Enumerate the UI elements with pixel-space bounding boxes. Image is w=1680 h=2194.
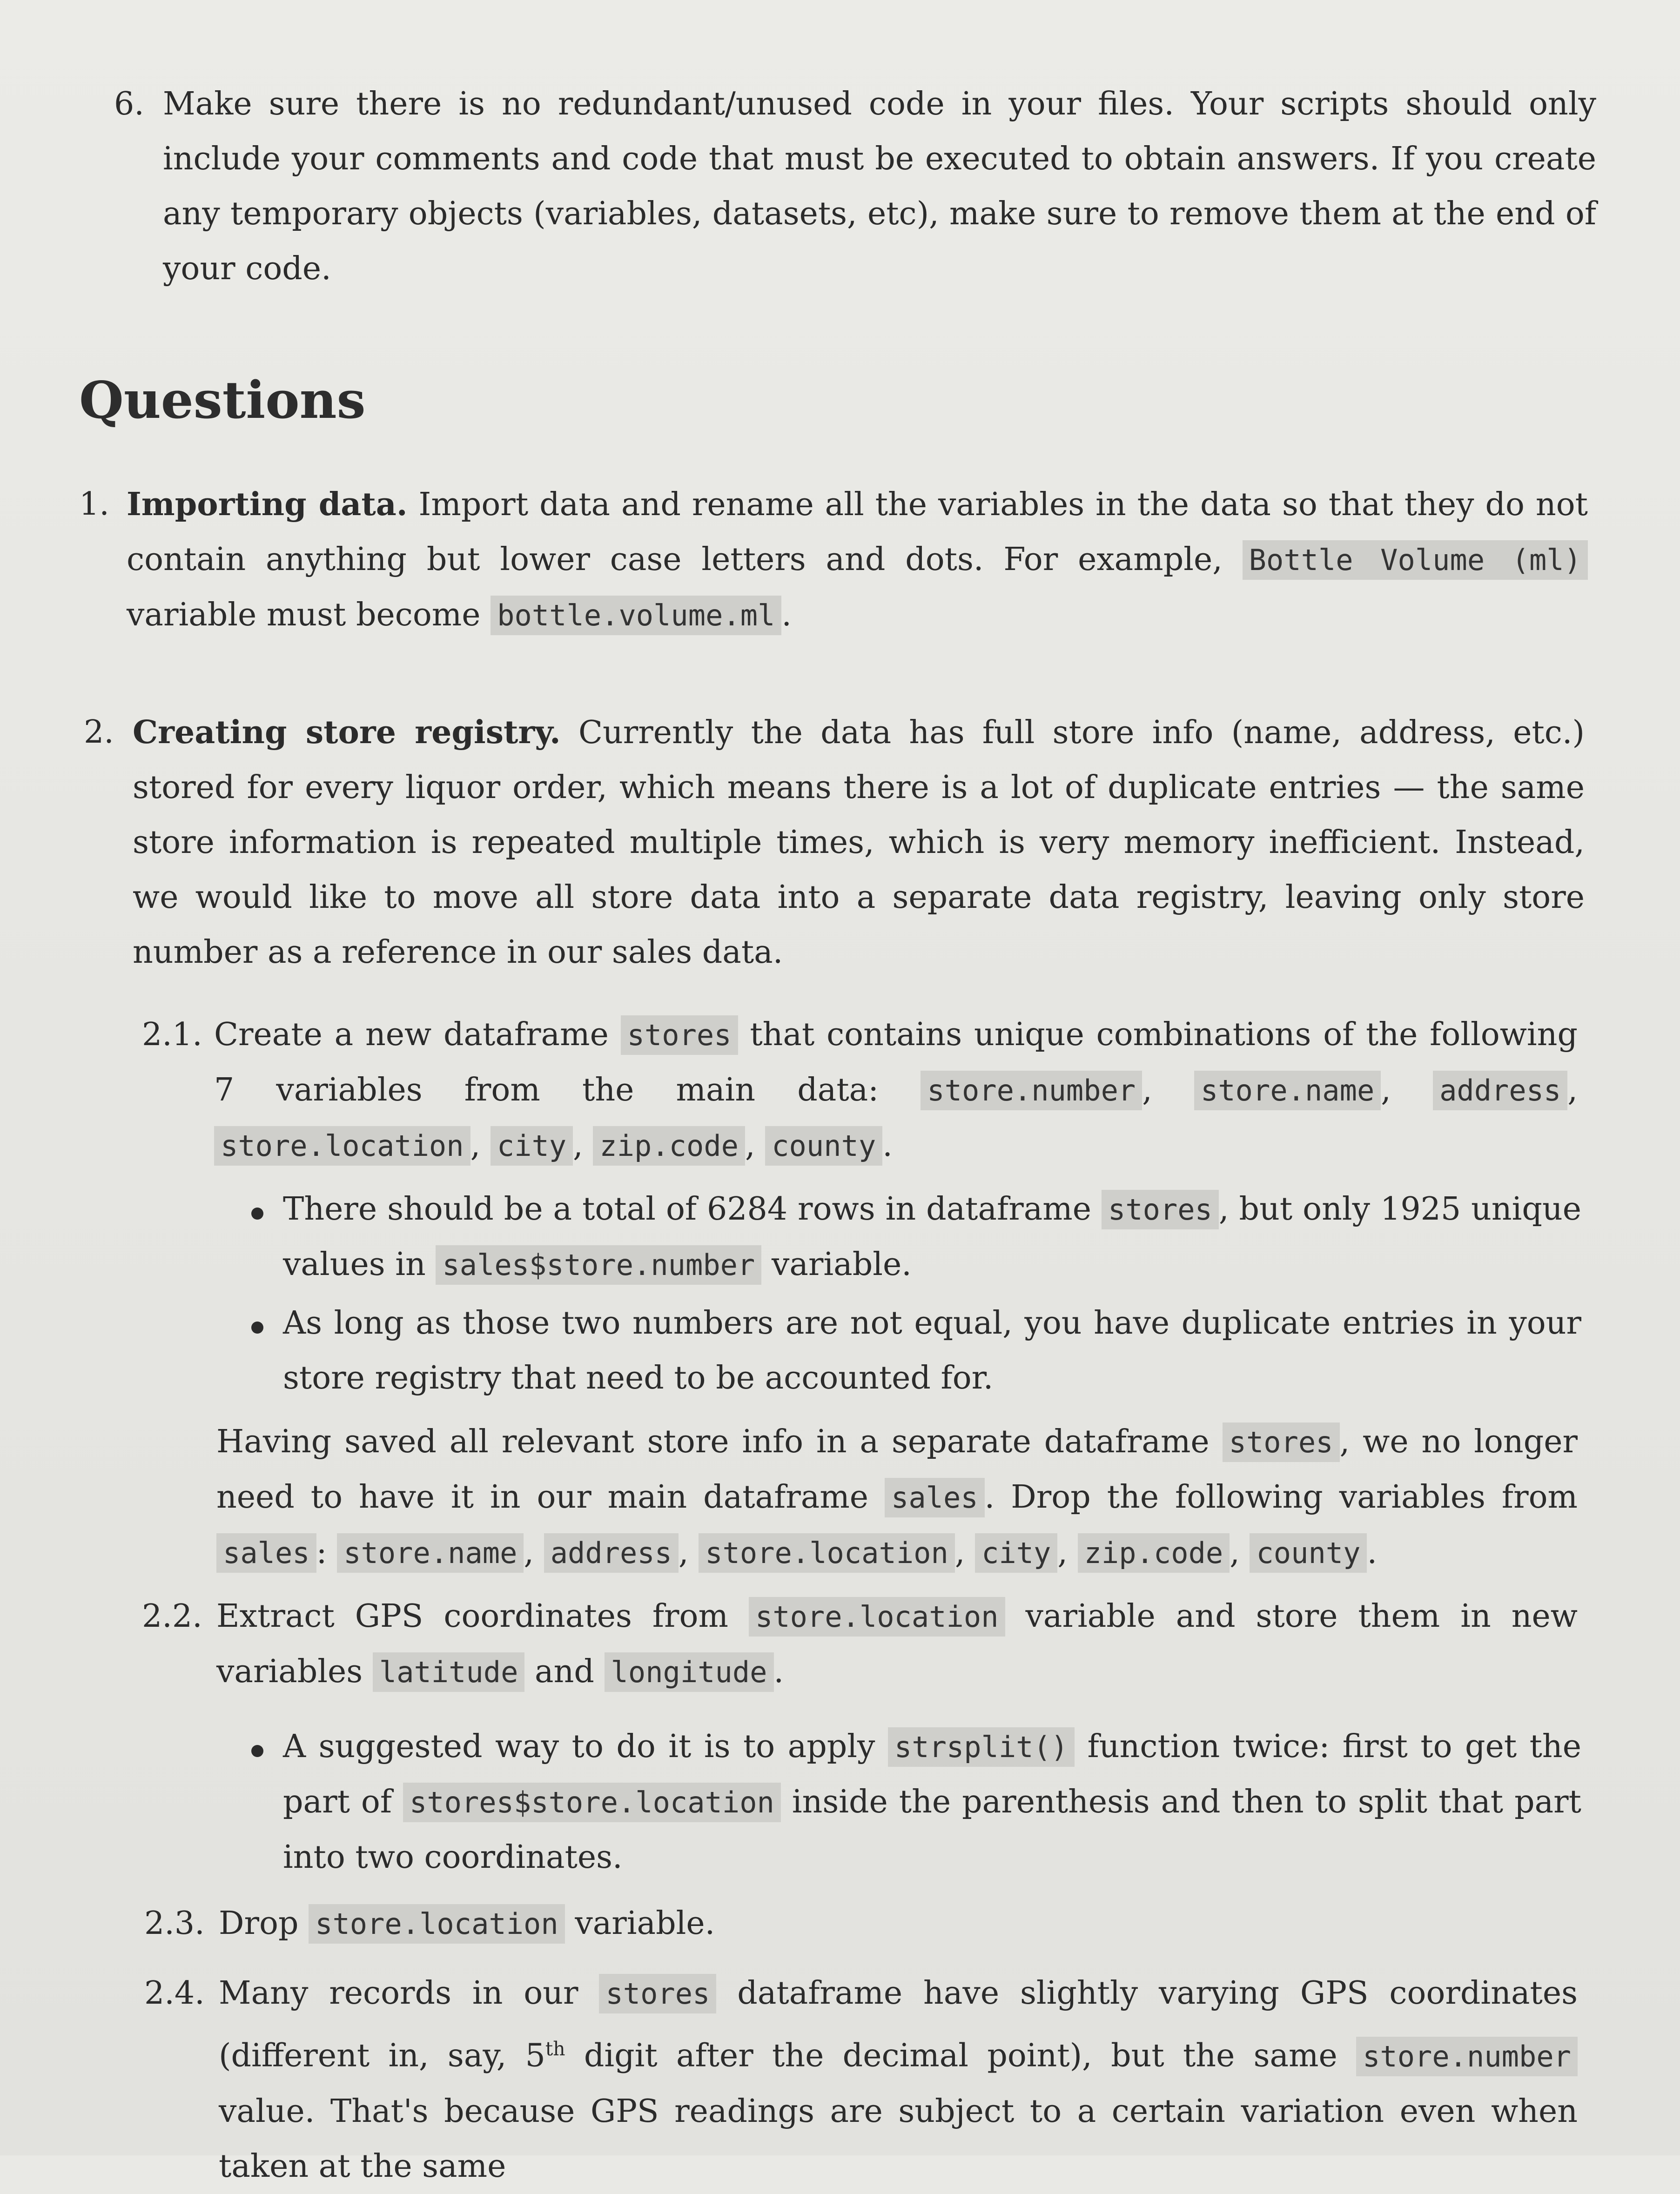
q2-1-bullet-1-code-sales-store-number: sales$store.number [436, 1245, 761, 1285]
q2-1-para-text-d: : [316, 1534, 327, 1571]
q2-4-text-d: value. That's because GPS readings are subject to a certain variation even when taken at the same [219, 2093, 1578, 2185]
var-zip-code: zip.code [593, 1126, 745, 1166]
drop-var-county: county [1250, 1533, 1367, 1573]
q2-2-text-a: Extract GPS coordinates from [216, 1598, 728, 1635]
drop-var-store-location: store.location [699, 1533, 955, 1573]
q2-2-code-longitude: longitude [605, 1652, 774, 1692]
q2-2-bullet-text-c: inside the parenthesis and then to split that part into two coordinates. [283, 1784, 1581, 1876]
q2-4-code-store-number: store.number [1356, 2037, 1578, 2076]
q2-2-bullet-text-a: A suggested way to do it is to apply [283, 1728, 875, 1765]
drop-var-store-name: store.name [337, 1533, 524, 1573]
q2-3-paragraph [219, 1896, 1578, 1952]
var-store-location: store.location [214, 1126, 470, 1166]
q2-2-paragraph [216, 1589, 1578, 1700]
q2-2-bullet-code-strsplit: strsplit() [888, 1727, 1075, 1767]
q1-title: Importing data. [127, 486, 408, 523]
q2-2-text-d: . [773, 1653, 784, 1690]
q2-2-number: 2.2. [142, 1598, 202, 1635]
q2-1-bullet-1-text-c: variable. [771, 1246, 912, 1283]
q1-code-bottle-volume-ml: bottle.volume.ml [491, 596, 781, 635]
q2-4-code-stores: stores [599, 1974, 716, 2013]
q2-3-number: 2.3. [144, 1905, 205, 1942]
q2-2-bullet-code-stores-location: stores$store.location [403, 1783, 781, 1822]
var-store-number: store.number [921, 1071, 1142, 1110]
q2-1-bullet-1-code-stores: stores [1102, 1190, 1219, 1229]
q1-text-c: . [781, 597, 792, 633]
q2-1-drop-paragraph: Having saved all relevant store info in a separate dataframe stores , we no longer need to have it in our main dataframe sales . Drop the following variables from sales : store.name , address , store.location , city , zip.code , county . [216, 1415, 1578, 1581]
drop-var-zip-code: zip.code [1078, 1533, 1230, 1573]
q2-1-para-text-a: Having saved all relevant store info in a separate dataframe [216, 1423, 1210, 1460]
var-address: address [1433, 1071, 1567, 1110]
q2-2-bullet [283, 1719, 1581, 1885]
q1-code-bottle-volume: Bottle Volume (ml) [1243, 540, 1588, 580]
item-6-text: Make sure there is no redundant/unused code in your files. Your scripts should only include your comments and code that must be executed to obtain answers. If you create any temporary objects (variables, datasets, etc), make sure to remove them at the end of your code. [163, 86, 1596, 287]
q2-1-para-text-c: . Drop the following variables from [984, 1479, 1578, 1516]
q2-1-para-code-stores: stores [1223, 1422, 1340, 1462]
q2-1-number: 2.1. [142, 1016, 202, 1053]
q2-text: Currently the data has full store info (name, address, etc.) stored for every liquor order, which means there is a lot of duplicate entries — the same store information is repeated multiple times, which is very memory inefficient. Instead, we would like to move all store data into a separate data registry, leaving only store number as a reference in our sales data. [133, 714, 1585, 971]
q2-4-number: 2.4. [144, 1975, 205, 2012]
q2-4-paragraph [219, 1966, 1578, 2194]
q2-4-text-a: Many records in our [219, 1975, 578, 2012]
q2-1-para-text-b: , we no longer need to have it in our main dataframe [216, 1423, 1578, 1516]
q2-1-text-a: Create a new dataframe [214, 1016, 609, 1053]
q1-text-b: variable must become [127, 597, 481, 633]
q2-2-code-latitude: latitude [373, 1652, 525, 1692]
q2-1-code-stores: stores [621, 1015, 738, 1055]
var-store-name: store.name [1194, 1071, 1381, 1110]
q2-3-text-b: variable. [575, 1905, 715, 1942]
bullet-dot [251, 1322, 263, 1334]
q2-2-text-b: variable and store them in new variables [216, 1598, 1578, 1690]
q2-1-bullet-2: As long as those two numbers are not equal, you have duplicate entries in your store registry that need to be accounted for. [283, 1305, 1581, 1396]
q2-3-code-store-location: store.location [309, 1904, 565, 1944]
q2-2-code-store-location: store.location [749, 1597, 1005, 1637]
q2-1-paragraph: Create a new dataframe stores that contains unique combinations of the following 7 variables from the main data: store.number , store.name , address , store.location , city , zip.code , county . [214, 1007, 1578, 1174]
q2-title: Creating store registry. [133, 714, 561, 751]
q2-2-text-c: and [535, 1653, 594, 1690]
q2-number: 2. [84, 714, 114, 751]
drop-var-city: city [975, 1533, 1057, 1573]
q2-1-text-b: that contains unique combinations of the following 7 variables from the main data: [214, 1016, 1578, 1108]
var-city: city [491, 1126, 573, 1166]
var-county: county [765, 1126, 882, 1166]
section-title: Questions [79, 370, 366, 430]
q2-4-text-c: digit after the decimal point), but the same [584, 2037, 1337, 2074]
q2-4-text-b: dataframe have slightly varying GPS coordinates (different in, say, 5 [219, 1975, 1578, 2074]
drop-var-address: address [544, 1533, 679, 1573]
q2-1-para-code-sales-2: sales [216, 1533, 316, 1573]
q1-number: 1. [79, 486, 109, 523]
q2-3-text-a: Drop [219, 1905, 299, 1942]
q1-paragraph [127, 477, 1588, 643]
q2-1-para-code-sales: sales [885, 1478, 985, 1517]
q2-1-bullet-1 [283, 1182, 1581, 1293]
bullet-dot [251, 1208, 263, 1220]
q2-4-sup: th [545, 2038, 565, 2060]
bullet-dot [251, 1745, 263, 1757]
q1-text-a: Import data and rename all the variables in the data so that they do not contain anything but lower case letters and dots. For example, [127, 486, 1588, 578]
q2-2-bullet-text-b: function twice: first to get the part of [283, 1728, 1581, 1820]
item-6-number: 6. [114, 86, 144, 122]
q2-1-bullet-1-text-b: , but only 1925 unique values in [283, 1191, 1581, 1283]
q2-1-bullet-1-text-a: There should be a total of 6284 rows in dataframe [283, 1191, 1091, 1228]
q2-paragraph [133, 705, 1585, 980]
